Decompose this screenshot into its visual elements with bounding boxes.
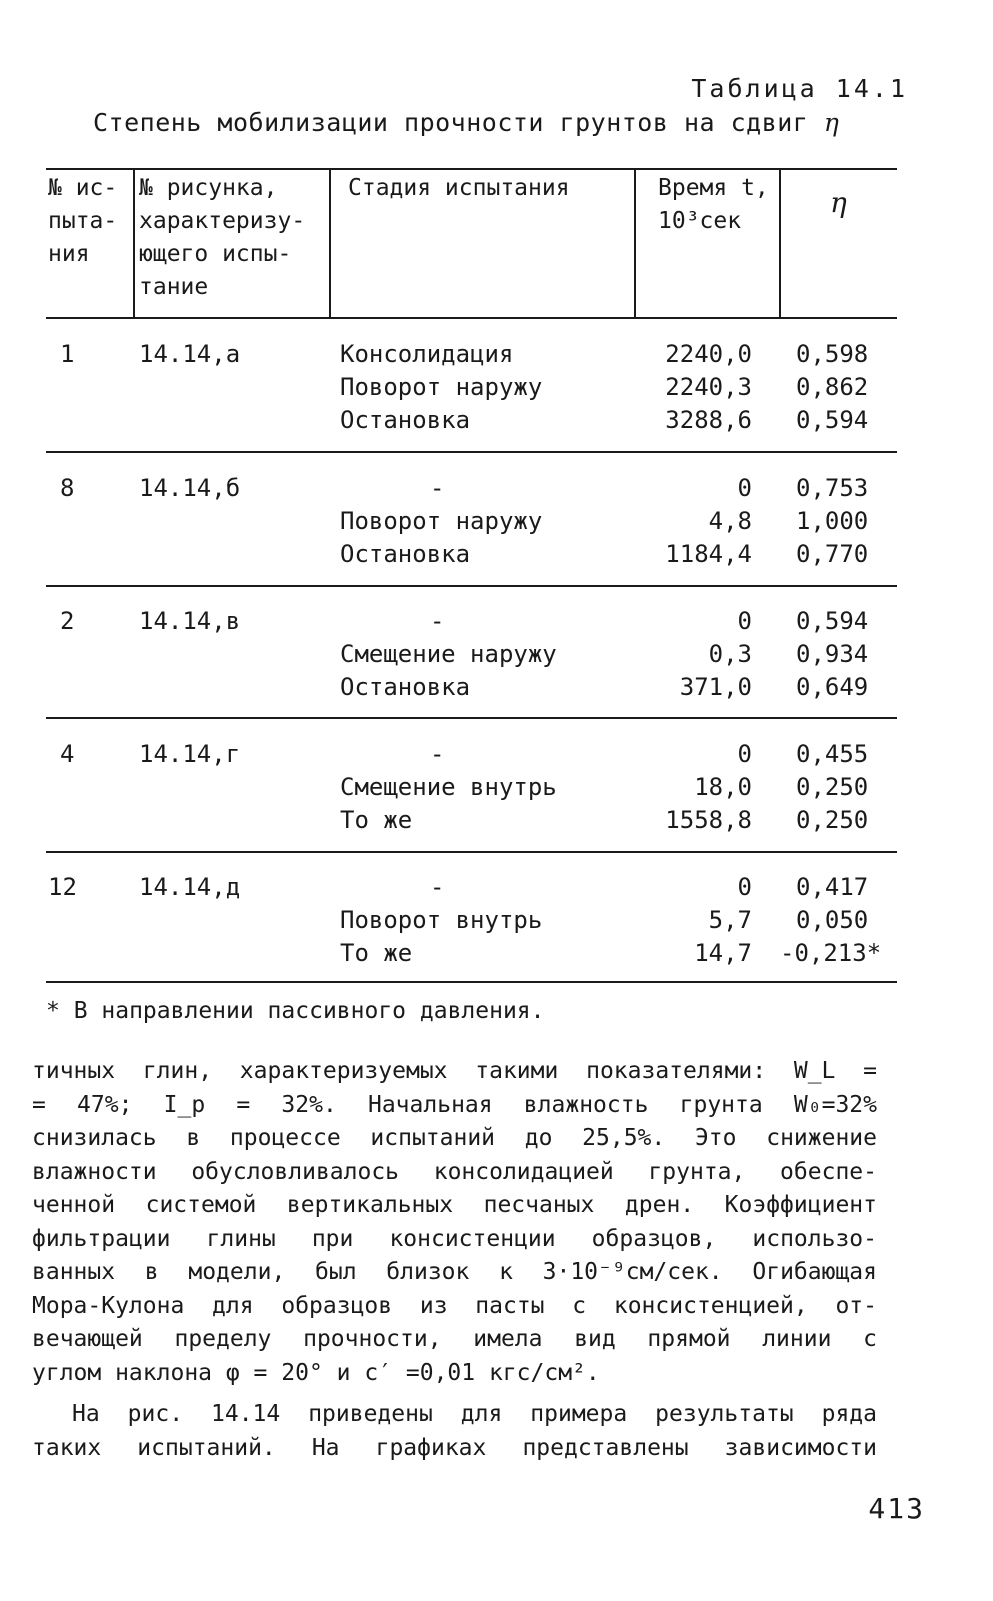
figure-number: 14.14,б [139, 474, 241, 502]
text-line: вечающей пределу прочности, имела вид прямой линии с [32, 1326, 877, 1352]
time-cell: 18,0 [694, 773, 752, 801]
text-line: Мора-Кулона для образцов из пасты с консистенцией, от- [32, 1292, 877, 1319]
text-line: На рис. 14.14 приведены для примера результаты ряда [72, 1401, 877, 1427]
header-line: пыта- [48, 208, 118, 234]
time-cell: 14,7 [694, 939, 752, 967]
header-line: тание [139, 274, 209, 300]
eta-cell: 0,050 [796, 906, 869, 934]
eta-cell: 0,250 [796, 773, 869, 801]
column-divider [329, 170, 331, 318]
stage-cell: То же [340, 939, 413, 967]
header-eta: η [830, 186, 847, 219]
time-cell: 0,3 [708, 640, 752, 668]
time-cell: 2240,3 [665, 373, 752, 401]
text-line: снизилась в процессе испытаний до 25,5%. Это снижение [32, 1125, 877, 1151]
eta-cell: 0,770 [796, 540, 869, 568]
header-time [658, 172, 769, 238]
text-line: таких испытаний. На графиках представлены зависимости [32, 1434, 877, 1461]
group-divider [46, 851, 897, 853]
stage-cell: Остановка [340, 406, 471, 434]
eta-cell: 0,598 [796, 340, 869, 368]
time-cell: 3288,6 [665, 406, 752, 434]
header-line: № ис- [48, 175, 118, 201]
table-bottom-rule [46, 981, 897, 983]
table-title-text: Степень мобилизации прочности грунтов на сдвиг [93, 108, 809, 137]
column-divider [779, 170, 781, 318]
test-number: 4 [60, 740, 75, 768]
eta-cell: 0,649 [796, 673, 869, 701]
group-divider [46, 451, 897, 453]
stage-cell: Смещение наружу [340, 640, 557, 668]
header-line: Время t, [658, 175, 769, 201]
stage-cell: - [430, 873, 445, 901]
stage-cell: - [430, 740, 445, 768]
header-line: 10³сек [658, 208, 742, 234]
table-title-symbol: η [823, 108, 840, 137]
header-line: ния [48, 241, 90, 267]
stage-cell: Поворот внутрь [340, 906, 543, 934]
time-cell: 1184,4 [665, 540, 752, 568]
time-cell: 0 [737, 607, 752, 635]
stage-cell: Поворот наружу [340, 373, 543, 401]
figure-number: 14.14,в [139, 607, 241, 635]
test-number: 8 [60, 474, 75, 502]
table-footnote: * В направлении пассивного давления. [46, 998, 545, 1024]
eta-cell: 0,934 [796, 640, 869, 668]
header-stage [348, 172, 570, 205]
text-line: влажности обусловливалось консолидацией грунта, обеспе- [32, 1158, 877, 1185]
text-line: ченной системой вертикальных песчаных дрен. Коэффициент [32, 1192, 877, 1218]
text-line: ванных в модели, был близок к 3·10⁻⁹см/сек. Огибающая [32, 1259, 877, 1285]
time-cell: 0 [737, 873, 752, 901]
eta-cell: 0,862 [796, 373, 869, 401]
eta-cell: 1,000 [796, 507, 869, 535]
eta-cell: 0,594 [796, 406, 869, 434]
time-cell: 2240,0 [665, 340, 752, 368]
time-cell: 5,7 [708, 906, 752, 934]
test-number: 1 [60, 340, 75, 368]
time-cell: 4,8 [708, 507, 752, 535]
header-line: № рисунка, [139, 175, 278, 201]
eta-cell: 0,455 [796, 740, 869, 768]
stage-cell: Консолидация [340, 340, 514, 368]
test-number: 12 [48, 873, 77, 901]
eta-cell: 0,753 [796, 474, 869, 502]
stage-cell: Поворот наружу [340, 507, 543, 535]
header-line: ющего испы- [139, 241, 292, 267]
header-test-no [48, 172, 117, 271]
table-top-rule [46, 168, 897, 170]
text-line: тичных глин, характеризуемых такими показателями: W_L = [32, 1058, 877, 1084]
paragraph [32, 1398, 877, 1465]
time-cell: 0 [737, 740, 752, 768]
time-cell: 371,0 [679, 673, 752, 701]
stage-cell: - [430, 474, 445, 502]
paragraph [32, 1055, 877, 1390]
table-label: Таблица 14.1 [691, 74, 908, 103]
header-line: характеризу- [139, 208, 306, 234]
group-divider [46, 585, 897, 587]
stage-cell: Остановка [340, 673, 471, 701]
eta-cell: 0,417 [796, 873, 869, 901]
column-divider [133, 170, 135, 318]
page-number: 413 [868, 1492, 925, 1525]
stage-cell: То же [340, 806, 413, 834]
header-figure-no [139, 172, 305, 304]
figure-number: 14.14,д [139, 873, 241, 901]
stage-cell: Остановка [340, 540, 471, 568]
time-cell: 1558,8 [665, 806, 752, 834]
time-cell: 0 [737, 474, 752, 502]
eta-cell: 0,250 [796, 806, 869, 834]
text-line: углом наклона φ = 20° и c′ =0,01 кгс/см². [32, 1359, 600, 1386]
table-title [93, 108, 839, 137]
test-number: 2 [60, 607, 75, 635]
figure-number: 14.14,а [139, 340, 241, 368]
stage-cell: Смещение внутрь [340, 773, 557, 801]
eta-cell: -0,213* [780, 939, 882, 967]
stage-cell: - [430, 607, 445, 635]
eta-cell: 0,594 [796, 607, 869, 635]
text-line: фильтрации глины при консистенции образцов, использо- [32, 1225, 877, 1252]
group-divider [46, 717, 897, 719]
header-line: Стадия испытания [348, 175, 570, 201]
header-bottom-rule [46, 317, 897, 319]
figure-number: 14.14,г [139, 740, 241, 768]
text-line: = 47%; I_p = 32%. Начальная влажность грунта W₀=32% [32, 1091, 877, 1118]
column-divider [634, 170, 636, 318]
